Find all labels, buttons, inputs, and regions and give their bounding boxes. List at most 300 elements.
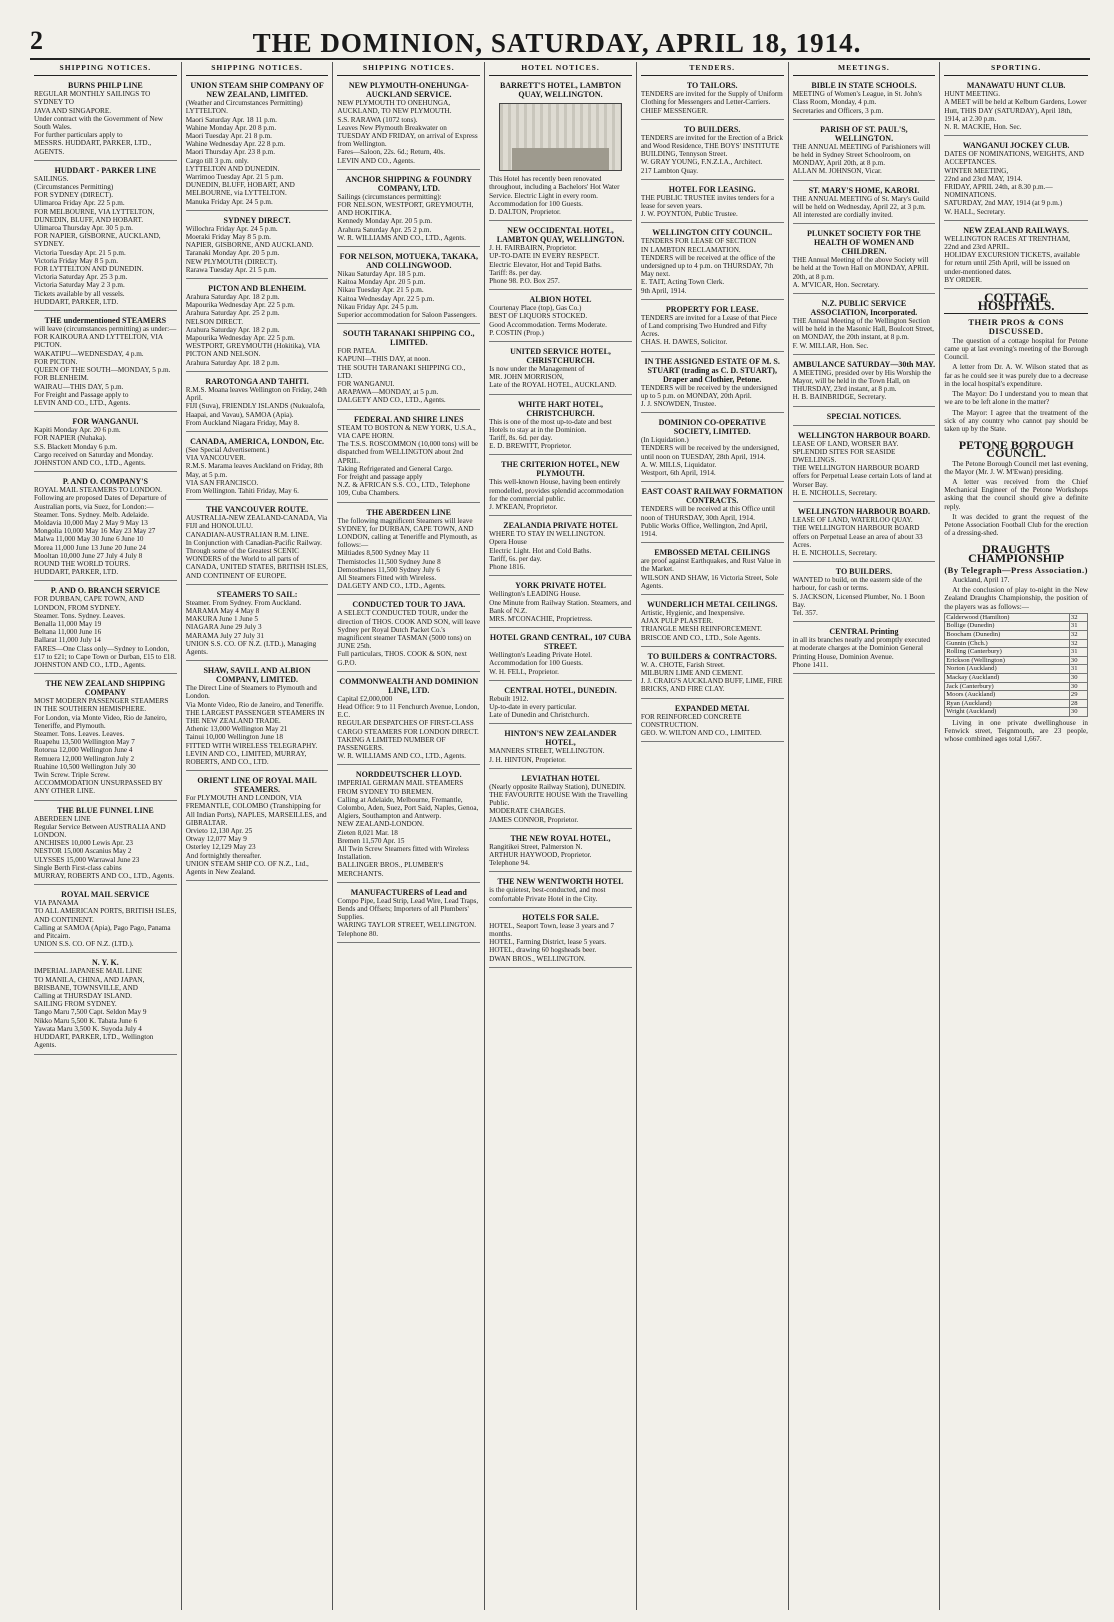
ad-line: TENDERS are invited for a Lease of that Piece of Land comprising Two Hundred and Fifty Acres. [640,313,777,339]
ad-line: HUNT MEETING. [944,90,1001,99]
ad-line: W. GRAY YOUNG, F.N.Z.I.A., Architect. [640,158,763,167]
advertisement [34,804,177,886]
ad-line: LEASE OF LAND, WORSER BAY. [792,439,899,448]
ad-title: EAST COAST RAILWAY FORMATION CONTRACTS. [641,487,783,506]
ad-line: From Wellington. Tahiti Friday, May 6. [185,486,299,495]
ad-line: THE Annual Meeting of the Wellington Section will be held in the Masonic Hall, Boulcott Street, on MONDAY, the 20th instant, at 8 p.m. [792,317,934,342]
ad-line: Tango Maru 7,500 Capt. Seldon May 9 [34,1008,147,1017]
article-paragraph: The question of a cottage hospital for Petone came up at last evening's meeting of the Borough Council. [944,336,1088,362]
ad-title: ORIENT LINE OF ROYAL MAIL STEAMERS. [197,776,317,795]
player-name: Bollige (Dunedin) [945,622,1070,631]
ad-line: MARAMA July 27 July 31 [185,631,264,640]
article-paragraph: The Mayor: I agree that the treatment of the sick of any country who cannot pay should be taken up by the State. [944,408,1088,433]
ad-line: Is now under the Management of [489,365,585,374]
advertisement [337,768,480,882]
ad-line: THE LARGEST PASSENGER STEAMERS IN THE NEW ZEALAND TRADE. [185,708,325,725]
ad-title: HOTEL GRAND CENTRAL, 107 CUBA STREET. [489,633,632,652]
advertisement [489,684,632,725]
ad-title: SHAW, SAVILL AND ALBION COMPANY, LIMITED. [203,666,311,685]
ad-line: Osterley 12,129 May 23 [185,843,256,852]
ad-title: PICTON AND BLENHEIM. [208,284,306,294]
ad-line: SAILINGS. [34,174,69,183]
ad-line: J. M'KEAN, Proprietor. [489,503,558,512]
ad-line: Kaitoa Wednesday Apr. 22 5 p.m. [337,294,435,303]
advertisement [641,485,784,543]
ad-line: KAPUNI—THIS DAY, at noon. [337,355,431,364]
ad-line: 9th April, 1914. [640,286,687,295]
ad-title: THE undermentioned STEAMERS [44,316,167,326]
ad-line: W. A. CHOTE, Farish Street. [640,660,725,669]
ad-line: IN LAMBTON RECLAMATION. [640,245,741,254]
standings-row [945,630,1088,639]
ad-title: MANAWATU HUNT CLUB. [966,81,1066,91]
ad-line: MODERATE CHARGES. [489,807,566,816]
ad-line: JOHNSTON AND CO., LTD., Agents. [34,458,146,467]
ad-line: NEW PLYMOUTH (DIRECT). [185,257,278,266]
advertisement [337,886,480,943]
ad-line: REGULAR DESPATCHES OF FIRST-CLASS CARGO STEAMERS FOR LONDON DIRECT. [337,719,479,736]
ad-line: TAKING A LIMITED NUMBER OF PASSENGERS. [337,735,446,752]
ad-line: TENDERS will be received by the undersigned up to 5 p.m. on MONDAY, 20th April. [640,383,778,400]
ad-line: IMPERIAL GERMAN MAIL STEAMERS FROM SYDNEY TO BREMEN. [337,779,464,796]
ad-title: P. AND O. BRANCH SERVICE [50,586,160,596]
column-heading: SHIPPING NOTICES. [34,62,177,76]
advertisement [641,79,784,120]
player-points: 30 [1069,673,1087,682]
ad-line: Tariff: 8s. per day. [489,268,542,277]
ad-line: DALGETY AND CO., LTD., Agents. [337,582,446,591]
ad-line: HUDDART, PARKER, LTD. [34,297,119,306]
ad-title: EXPANDED METAL [674,703,750,713]
ad-line: A. M'VICAR, Hon. Secretary. [792,280,880,289]
ad-title: FOR WANGANUI. [72,417,139,427]
advertisement [489,579,632,628]
ad-line: HOLIDAY EXCURSION TICKETS, available for return until 25th April, will be issued on under-mentioned dates. [944,251,1080,276]
ad-line: Orvieto 12,130 Apr. 25 [185,827,253,836]
newspaper-title: THE DOMINION, SATURDAY, APRIL 18, 1914. [252,28,862,58]
ad-line: MRS. M'CONACHIE, Proprietress. [489,614,593,623]
ad-title: UNITED SERVICE HOTEL, CHRISTCHURCH. [510,347,611,366]
ad-line: H. E. NICHOLLS, Secretary. [792,488,877,497]
advertisement [489,875,632,907]
ad-line: UNION S.S. CO. OF N.Z. (LTD.). [34,940,134,949]
ad-line: A. W. MILLS, Liquidator. [640,460,717,469]
ad-line: FIJI (Suva), FRIENDLY ISLANDS (Nukualofa, Haapai, and Vavau), SAMOA (Apia). [185,402,325,419]
ad-line: The T.S.S. ROSCOMMON (10,000 tons) will be dispatched from WELLINGTON about 2nd APRIL. [337,440,479,465]
advertisement [793,505,936,562]
ad-line: Wellington's Leading Private Hotel. Accommodation for 100 Guests. [489,651,593,668]
ad-title: THE CRITERION HOTEL, NEW PLYMOUTH. [501,460,620,479]
ad-line: FOR SYDNEY (DIRECT). [34,191,113,200]
ad-line: Tickets available by all vessels. [34,289,125,298]
ad-line: Rarawa Tuesday Apr. 21 5 p.m. [185,265,277,274]
ad-title: MANUFACTURERS of Lead and [350,887,467,897]
ad-line: Cargo received on Saturday and Monday. [34,450,154,459]
advertisement [34,164,177,311]
ad-line: (Nearly opposite Railway Station), DUNEDIN. [489,782,626,791]
ad-line: Rangitikei Street, Palmerston N. [489,842,583,851]
ad-title: IN THE ASSIGNED ESTATE OF M. S. STUART (trading as C. D. STUART), Draper and Clothier, Petone. [644,356,780,384]
advertisement [489,224,632,290]
ad-line: LEVIN AND CO., LTD., Agents. [34,398,131,407]
ad-title: BIBLE IN STATE SCHOOLS. [811,81,917,91]
ad-line: TO ALL AMERICAN PORTS, BRITISH ISLES, AND CONTINENT. [34,907,177,924]
ad-line: H. B. BAINBRIDGE, Secretary. [792,393,887,402]
ad-line: Accommodation for 100 Guests. [489,199,583,208]
ad-line: HUDDART, PARKER, LTD., Wellington Agents. [34,1033,154,1050]
ad-line: UNION STEAM SHIP CO. OF N.Z., Ltd., Agents in New Zealand. [185,859,309,877]
advertisement [793,625,936,674]
ad-title: NEW PLYMOUTH-ONEHUNGA-AUCKLAND SERVICE. [348,81,469,100]
advertisement [641,546,784,595]
standings-row [945,665,1088,674]
ad-line: UP-TO-DATE IN EVERY RESPECT. [489,252,600,261]
ad-line: 22nd and 23rd APRIL. [944,243,1010,252]
ad-title: CENTRAL HOTEL, DUNEDIN. [504,685,617,695]
standings-row [945,691,1088,700]
ad-line: BEST OF LIQUORS STOCKED. [489,312,588,321]
article-paragraph: Auckland, April 17. [952,575,1010,584]
ad-line: W. HALL, Secretary. [944,207,1006,216]
ad-line: will leave (circumstances permitting) as under:— [34,325,177,334]
ad-line: Electric Light. Hot and Cold Baths. [489,546,592,555]
ad-title: WANGANUI JOCKEY CLUB. [962,141,1070,151]
ad-line: Kapiti Monday Apr. 20 6 p.m. [34,426,121,435]
ad-title: ST. MARY'S HOME, KARORI. [808,185,920,195]
ad-line: S.S. Blackett Monday 6 p.m. [34,442,118,451]
ad-line: Malwa 11,000 May 30 June 6 June 10 [34,535,144,544]
ad-line: Single Berth First-class cabins [34,863,122,872]
ad-line: For freight and passage apply [337,472,423,481]
ad-line: ACCOMMODATION UNSURPASSED BY ANY OTHER LINE. [34,779,163,796]
ad-line: 22nd and 23rd MAY, 1914. [944,174,1023,183]
ad-line: NAPIER, GISBORNE, AND AUCKLAND. [185,241,314,250]
ad-line: Secretaries and Officers, 3 p.m. [792,106,884,115]
ad-line: Remuera 12,000 Wellington July 2 [34,754,135,763]
ad-line: Steamer. Tons. Leaves. Leaves. [34,730,125,738]
ad-line: Sailings (circumstances permitting): [337,192,442,201]
ad-line: This Hotel has recently been renovated throughout, including a Bachelors' Hot Water Service. Electric Light in every room. [489,175,620,200]
advertisement [793,410,936,426]
article-paragraph: The Petone Borough Council met last evening, the Mayor (Mr. J. W. M'Ewan) presiding. [944,459,1088,476]
ad-line: NELSON DIRECT. [185,317,244,326]
ad-title: WELLINGTON HARBOUR BOARD. [797,430,930,440]
ad-line: MARAMA May 4 May 8 [185,606,260,615]
ad-line: THE ANNUAL MEETING of St. Mary's Guild will be held on Wednesday, April 22, at 3 p.m. [792,194,930,211]
ad-title: THE ABERDEEN LINE [366,507,452,517]
ad-line: THE PUBLIC TRUSTEE invites tenders for a lease for seven years. [640,193,775,211]
article-paragraph: A letter from Dr. A. W. Wilson stated that as far as he could see it was purely due to a decrease in the local hospital's expenditure. [944,363,1088,388]
advertisement [337,79,480,170]
player-points: 30 [1069,656,1087,665]
ad-line: Ballarat 11,000 July 14 [34,636,101,645]
standings-row [945,708,1088,717]
ad-line: WILSON AND SHAW, 16 Victoria Street, Sole Agents. [640,573,778,590]
ad-line: H. E. NICHOLLS, Secretary. [792,548,877,557]
ad-line: Moeraki Friday May 8 5 p.m. [185,233,271,242]
player-name: Boocham (Dunedin) [945,630,1070,639]
ad-line: MEETING of Women's League, in St. John's Class Room, Monday, 4 p.m. [792,90,922,107]
ad-line: MAKURA June 1 June 5 [185,615,258,624]
ad-title: ZEALANDIA PRIVATE HOTEL [503,521,618,531]
advertisement [641,303,784,352]
ad-line: (See Special Advertisement.) [185,445,270,454]
ad-line: are proof against Earthquakes, and Rust Value in the Market. [640,557,781,574]
player-name: Gunnin (Chch.) [945,639,1070,648]
ad-line: E. D. BREWITT, Proprietor. [489,442,572,451]
ad-line: J. W. POYNTON, Public Trustee. [640,210,738,219]
ad-line: HOTEL, Farming District, lease 5 years. [489,938,607,947]
advertisement [186,588,329,661]
ad-title: TO BUILDERS & CONTRACTORS. [647,651,777,661]
ad-title: HINTON'S NEW ZEALANDER HOTEL, [504,729,617,748]
ad-line: R.M.S. Moana leaves Wellington on Friday, 24th April. [185,385,327,403]
advertisement [337,413,480,503]
ad-line: All interested are cordially invited. [792,211,893,220]
ad-line: W. R. WILLIAMS AND CO., LTD., Agents. [337,752,466,761]
ad-line: Steamer. Tons. Sydney. Leaves. [34,611,125,620]
ad-line: FOR NELSON, WESTPORT, GREYMOUTH, AND HOKITIKA. [337,201,474,218]
ad-line: JAMES CONNOR, Proprietor. [489,815,579,824]
ad-title: TO BUILDERS. [684,124,741,134]
ad-line: Ruahine 10,500 Wellington July 30 [34,762,136,771]
advertisement [34,475,177,581]
ad-title: HOTEL FOR LEASING. [668,184,756,194]
ad-line: Wellington's LEADING House. [489,590,581,599]
advertisement [641,226,784,299]
advertisement [186,503,329,585]
ad-title: CENTRAL Printing [829,627,899,637]
ad-line: Otway 12,077 May 9 [185,835,247,844]
ad-title: THE NEW ROYAL HOTEL, [510,833,611,843]
masthead [0,20,1114,60]
ad-line: JAVA AND SINGAPORE. [34,106,112,115]
ad-line: NEW PLYMOUTH TO ONEHUNGA, AUCKLAND, TO NEW PLYMOUTH. [337,99,452,116]
article-heading: COTTAGE HOSPITALS. [944,292,1088,314]
advertisement [489,631,632,681]
standings-row [945,622,1088,631]
ad-line: STEAM TO BOSTON & NEW YORK, U.S.A., VIA CAPE HORN. [337,423,476,440]
ad-line: NESTOR 15,000 Ascanius May 2 [34,847,132,856]
ad-line: Arahura Saturday Apr. 25 2 p.m. [337,225,432,234]
ad-title: UNION STEAM SHIP COMPANY OF NEW ZEALAND, LIMITED. [190,81,324,100]
ad-line: Kaitoa Monday Apr. 20 5 p.m. [337,278,426,287]
ad-line: Head Office: 9 to 11 Fenchurch Avenue, London, E.C. [337,702,480,720]
ad-line: Tainui 10,000 Wellington June 18 [185,733,283,742]
player-name: Jack (Canterbury) [945,682,1070,691]
ad-line: TENDERS will be received at this Office until noon of THURSDAY, 30th April, 1914. [640,505,776,522]
ad-line: GEO. W. WILTON AND CO., LIMITED. [640,728,762,737]
ad-title: TO BUILDERS. [835,567,893,577]
ad-line: J. J. SNOWDEN, Trustee. [640,400,717,409]
ad-line: Opera House [489,538,527,547]
advertisement [337,598,480,671]
ad-title: TO TAILORS. [686,81,738,91]
standings-row [945,656,1088,665]
ad-line: Phone 1816. [489,563,526,572]
advertisement [641,650,784,699]
ad-line: SAILING FROM SYDNEY. [34,1000,117,1009]
player-points: 32 [1069,630,1087,639]
ad-title: THE NEW WENTWORTH HOTEL [497,877,624,887]
advertisement [489,293,632,342]
ad-line: NIAGARA June 29 July 3 [185,623,262,632]
ad-line: TENDERS will be received at the office of the undersigned up to 4 p.m. on THURSDAY, 7th May next. [640,253,776,279]
ad-line: ALLAN M. JOHNSON, Vicar. [792,167,882,176]
standings-table [944,613,1088,717]
ad-line: Mooltan 10,000 June 27 July 4 July 8 [34,551,143,560]
ad-line: FOR BLENHEIM. [34,374,89,383]
article-heading: PETONE BOROUGH COUNCIL. [958,438,1074,461]
ad-line: UNION S.S. CO. OF N.Z. (LTD.), Managing Agents. [185,639,317,656]
ad-title: FEDERAL AND SHIRE LINES [353,414,464,424]
ad-line: This well-known House, having been entirely remodelled, provides splendid accommodation for the commercial public. [489,478,624,503]
column-shipping1 [30,62,182,1610]
advertisement [186,79,329,211]
ad-line: THE ANNUAL MEETING of Parishioners will be held in Sydney Street Schoolroom, on MONDAY, April 20th, at 8 p.m. [792,142,931,168]
ad-line: Bremen 11,570 Apr. 15 [337,836,405,845]
advertisement [793,358,936,407]
ad-line: TENDERS FOR LEASE OF SECTION [640,237,757,246]
ad-title: PLUNKET SOCIETY FOR THE HEALTH OF WOMEN AND CHILDREN. [806,229,921,257]
advertisement [641,123,784,180]
ad-line: TENDERS are invited for the Supply of Uniform Clothing for Messengers and Letter-Carriers. [640,90,783,107]
ad-line: AJAX PULP PLASTER. [640,617,714,626]
column-heading: SPORTING. [944,62,1088,76]
ad-line: Calling at SAMOA (Apia), Pago Pago, Panama and Pitcairn. [34,923,171,941]
advertisement [337,327,480,409]
ad-line: D. DALTON, Proprietor. [489,208,561,217]
ad-line: WHERE TO STAY IN WELLINGTON. [489,530,606,539]
advertisement [489,772,632,829]
ad-title: LEVIATHAN HOTEL [521,773,600,783]
ad-line: THE SOUTH TARANAKI SHIPPING CO., LTD. [337,363,466,380]
player-name: Norton (Auckland) [945,665,1070,674]
ad-title: PARISH OF ST. PAUL'S, WELLINGTON. [820,124,908,143]
ad-line: CHAS. H. DAWES, Solicitor. [640,338,728,347]
column-sporting [940,62,1092,1610]
ad-line: Tariff, 6s. per day. [489,554,542,563]
ad-line: LYTTELTON. [185,107,228,116]
ad-line: CHIEF MESSENGER. [640,106,708,115]
ad-line: Cargo till 3 p.m. only. [185,156,249,165]
ad-title: WELLINGTON HARBOUR BOARD. [797,507,930,517]
ad-line: MOST MODERN PASSENGER STEAMERS IN THE SOUTHERN HEMISPHERE. [34,697,169,714]
advertisement [793,123,936,181]
ad-line: N.Z. & AFRICAN S.S. CO., LTD., Telephone 109, Cuba Chambers. [337,481,470,498]
column-heading: SHIPPING NOTICES. [186,62,329,76]
ad-line: The following magnificent Steamers will leave SYDNEY, for DURBAN, CAPE TOWN, AND LONDON, calling at Teneriffe and Plymouth, as follows:— [337,516,478,550]
player-name: Ryan (Auckland) [945,699,1070,708]
ad-line: Late of Dunedin and Christchurch. [489,711,590,720]
ad-line: REGULAR MONTHLY SAILINGS TO SYDNEY TO [34,90,151,107]
ad-line: SATURDAY, 2nd MAY, 1914 (at 9 p.m.) [944,199,1063,208]
ad-line: Mapourika Wednesday Apr. 22 5 p.m. [185,301,295,310]
hotel-engraving-image [499,103,622,171]
ad-line: Calling at Adelaide, Melbourne, Fremantle, Colombo, Aden, Suez, Port Said, Naples, Genoa, Algiers, Southampton and Antwerp. [337,795,479,821]
advertisement [34,584,177,674]
ad-line: Compo Pipe, Lead Strip, Lead Wire, Lead Traps, Bends and Offsets; Importers of all Plumbers' Supplies. [337,896,479,922]
advertisement [489,398,632,456]
ad-line: THE WELLINGTON HARBOUR BOARD offers for Perpetual Lease certain Lots of land at Worser Bay. [792,464,932,489]
ad-line: From Auckland Niagara Friday, May 8. [185,418,300,427]
ad-line: ULYSSES 15,000 Warrawal June 23 [34,855,140,864]
advertisement [34,79,177,161]
ad-line: VIA VANCOUVER. [185,454,246,463]
article-paragraph: A letter was received from the Chief Mechanical Engineer of the Petone Workshops asking that the council should give a definite reply. [944,477,1088,511]
ad-line: 217 Lambton Quay. [640,166,699,175]
advertisement [944,79,1088,136]
ad-line: Ulimaroa Thursday Apr. 30 5 p.m. [34,224,133,233]
ad-line: Late of the ROYAL HOTEL, AUCKLAND. [489,381,617,390]
advertisement [641,416,784,482]
advertisement [186,435,329,500]
ad-line: Athenic 13,000 Wellington May 21 [185,725,288,734]
ad-line: Maori Thursday Apr. 23 8 p.m. [185,148,276,157]
standings-row [945,682,1088,691]
advertisement [489,832,632,873]
ad-line: Demosthenes 11,500 Sydney July 6 [337,565,440,574]
advertisement [489,727,632,768]
player-points: 32 [1069,613,1087,622]
ad-line: Nikau Friday Apr. 24 5 p.m. [337,302,419,311]
ad-line: WELLINGTON RACES AT TRENTHAM, [944,234,1071,243]
player-name: Rolling (Canterbury) [945,648,1070,657]
ad-line: TRIANGLE MESH REINFORCEMENT. [640,625,762,634]
advertisement [489,79,632,221]
ad-title: HUDDART - PARKER LINE [54,165,157,175]
column-meetings [789,62,941,1610]
ad-line: Phone 1411. [792,660,829,669]
ad-line: FOR PATEA. [337,347,377,356]
ad-line: TENDERS are invited for the Erection of a Brick and Wood Residence, THE BOYS' INSTITUTE BUILDING, Tennyson Street. [640,133,783,159]
ad-title: RAROTONGA AND TAHITI. [205,376,309,386]
ad-line: Telephone 80. [337,929,379,938]
advertisement [793,184,936,225]
ad-line: TENDERS will be received by the undersigned, until noon on TUESDAY, 28th April, 1914. [640,444,780,461]
ad-line: FITTED WITH WIRELESS TELEGRAPHY. [185,741,318,750]
ad-line: Miltiades 8,500 Sydney May 11 [337,549,430,558]
ad-title: WHITE HART HOTEL, CHRISTCHURCH. [517,399,604,418]
ad-line: Warrimoo Tuesday Apr. 21 5 p.m. [185,173,284,182]
column-heading: TENDERS. [641,62,784,76]
ad-line: Taranaki Monday Apr. 20 5 p.m. [185,249,280,258]
ad-line: Nikko Maru 5,500 K. Tabata June 6 [34,1016,138,1025]
ad-line: Following are proposed Dates of Departure of Australian ports, via Suez, for London:— [34,494,167,511]
ad-line: Telephone 94. [489,859,530,868]
ad-line: Willochra Friday Apr. 24 5 p.m. [185,224,278,233]
ad-line: J. J. CRAIG'S AUCKLAND BUFF, LIME, FIRE BRICKS, AND FIRE CLAY. [640,677,783,694]
ad-line: Taking Refrigerated and General Cargo. [337,464,453,473]
ad-title: EMBOSSED METAL CEILINGS [654,548,771,558]
ad-line: WAIRAU—THIS DAY, 5 p.m. [34,382,124,391]
ad-line: J. H. FAIRBAIRN, Proprietor. [489,244,577,253]
advertisement [793,565,936,622]
ad-title: THE VANCOUVER ROUTE. [205,505,309,515]
ad-line: Arahura Saturday Apr. 18 2 p.m. [185,325,280,334]
ad-title: ANCHOR SHIPPING & FOUNDRY COMPANY, LTD. [345,174,473,193]
ad-line: AUSTRALIA-NEW ZEALAND-CANADA, Via FIJI and HONOLULU. [185,514,328,531]
ad-line: Public Works Office, Wellington, 2nd April, 1914. [640,521,768,538]
advertisement [641,355,784,414]
ad-line: Victoria Friday May 8 5 p.m. [34,256,119,265]
ad-line: LEASE OF LAND, WATERLOO QUAY. [792,516,913,525]
advertisement [641,183,784,224]
ad-line: Rotorua 12,000 Wellington June 4 [34,746,133,755]
ad-line: Victoria Saturday May 2 3 p.m. [34,281,125,290]
ad-line: JOHNSTON AND CO., LTD., Agents. [34,660,146,669]
ad-title: AMBULANCE SATURDAY—30th MAY. [792,359,936,369]
